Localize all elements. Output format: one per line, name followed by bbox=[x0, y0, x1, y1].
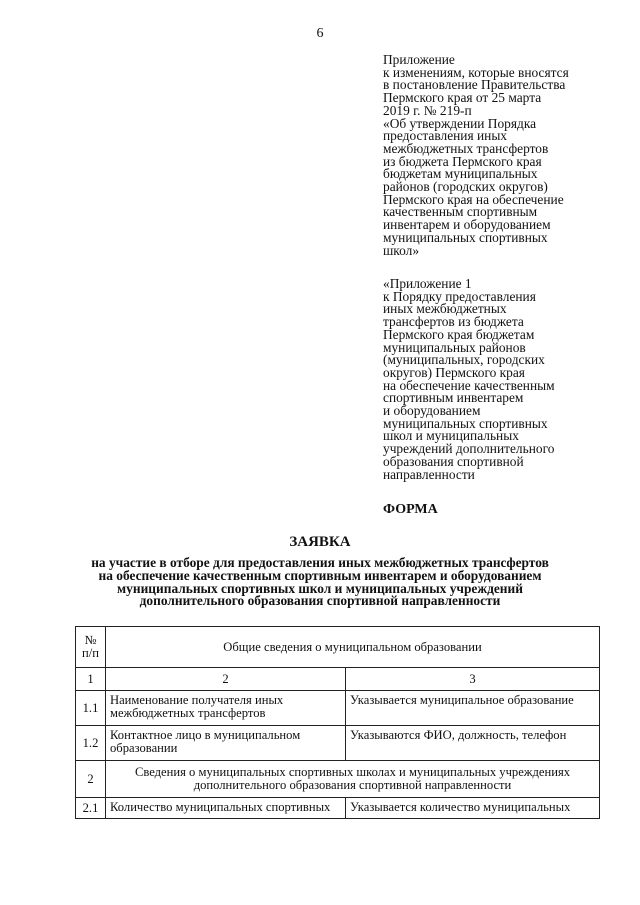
table-header-row bbox=[76, 627, 600, 668]
annex-line: бюджетам муниципальных bbox=[383, 166, 538, 182]
application-form-table bbox=[75, 626, 600, 819]
annex-line: трансфертов из бюджета bbox=[383, 314, 524, 330]
subtitle-line: дополнительного образования спортивной направленности bbox=[139, 593, 501, 609]
annex-line: Пермского края на обеспечение bbox=[383, 191, 564, 207]
section-text-cell: Сведения о муниципальных спортивных школах и муниципальных учреждениях дополнительного образования спортивной направленности bbox=[106, 761, 600, 798]
subtitle-line: на участие в отборе для предоставления иных межбюджетных трансфертов bbox=[91, 555, 549, 570]
column-numbers-row bbox=[76, 668, 600, 691]
annex-line: предоставления иных bbox=[383, 128, 508, 144]
header-general-cell: Общие сведения о муниципальном образовании bbox=[106, 627, 600, 668]
annex-line: на обеспечение качественным bbox=[383, 377, 555, 393]
document-title: ЗАЯВКА bbox=[289, 534, 351, 550]
annex-line: качественным спортивным bbox=[383, 204, 538, 220]
annex-line: Приложение bbox=[383, 52, 455, 67]
table-section-row bbox=[76, 761, 600, 798]
row-value-cell: Указывается муниципальное образование bbox=[346, 691, 600, 726]
annex-line: Пермского края бюджетам bbox=[383, 326, 535, 342]
annex-line: учреждений дополнительного bbox=[383, 441, 555, 457]
annex-line: к изменениям, которые вносятся bbox=[383, 64, 569, 80]
header-num-cell: № п/п bbox=[76, 627, 106, 668]
annex-line: инвентарем и оборудованием bbox=[383, 217, 551, 233]
annex-line: в постановление Правительства bbox=[383, 77, 566, 93]
annex-line: муниципальных спортивных bbox=[383, 229, 548, 245]
row-value-cell: Указывается количество муниципальных bbox=[346, 798, 600, 819]
subtitle-line: на обеспечение качественным спортивным инвентарем и оборудованием bbox=[98, 567, 542, 583]
row-num-cell: 2 bbox=[76, 761, 106, 798]
row-name-cell: Количество муниципальных спортивных bbox=[106, 798, 346, 819]
annex-line: «Приложение 1 bbox=[383, 276, 472, 291]
annex-line: школ» bbox=[383, 242, 420, 258]
table-row bbox=[76, 798, 600, 819]
table-row bbox=[76, 691, 600, 726]
page-number: 6 bbox=[316, 26, 324, 41]
document-subtitle bbox=[0, 557, 640, 608]
row-name-cell: Контактное лицо в муниципальном образовании bbox=[106, 726, 346, 761]
column-number-cell: 3 bbox=[346, 668, 600, 691]
row-name-cell: Наименование получателя иных межбюджетных трансфертов bbox=[106, 691, 346, 726]
annex-line: образования спортивной bbox=[383, 453, 524, 469]
subtitle-line: муниципальных спортивных школ и муниципальных учреждений bbox=[117, 580, 523, 596]
annex-line: муниципальных районов bbox=[383, 339, 526, 355]
annex-line: к Порядку предоставления bbox=[383, 288, 536, 304]
row-num-cell: 1.1 bbox=[76, 691, 106, 726]
annex-line: из бюджета Пермского края bbox=[383, 153, 542, 169]
annex-line: районов (городских округов) bbox=[383, 179, 548, 195]
table-row bbox=[76, 726, 600, 761]
row-num-cell: 2.1 bbox=[76, 798, 106, 819]
annex-line: и оборудованием bbox=[383, 403, 481, 419]
annex-line: муниципальных спортивных bbox=[383, 415, 548, 431]
annex-line: межбюджетных трансфертов bbox=[383, 140, 549, 156]
annex-line: 2019 г. № 219-п bbox=[383, 102, 472, 118]
annex-line: «Об утверждении Порядка bbox=[383, 115, 537, 131]
annex-line: спортивным инвентарем bbox=[383, 390, 524, 406]
column-number-cell: 1 bbox=[76, 668, 106, 691]
annex-block-2 bbox=[383, 278, 603, 481]
annex-line: направленности bbox=[383, 466, 475, 482]
row-num-cell: 1.2 bbox=[76, 726, 106, 761]
annex-line: (муниципальных, городских bbox=[383, 352, 545, 368]
annex-block-1 bbox=[383, 54, 603, 257]
annex-line: Пермского края от 25 марта bbox=[383, 90, 542, 106]
row-value-cell: Указываются ФИО, должность, телефон bbox=[346, 726, 600, 761]
annex-line: школ и муниципальных bbox=[383, 428, 519, 444]
column-number-cell: 2 bbox=[106, 668, 346, 691]
annex-line: иных межбюджетных bbox=[383, 301, 507, 317]
form-label: ФОРМА bbox=[383, 502, 438, 517]
annex-line: округов) Пермского края bbox=[383, 364, 525, 380]
